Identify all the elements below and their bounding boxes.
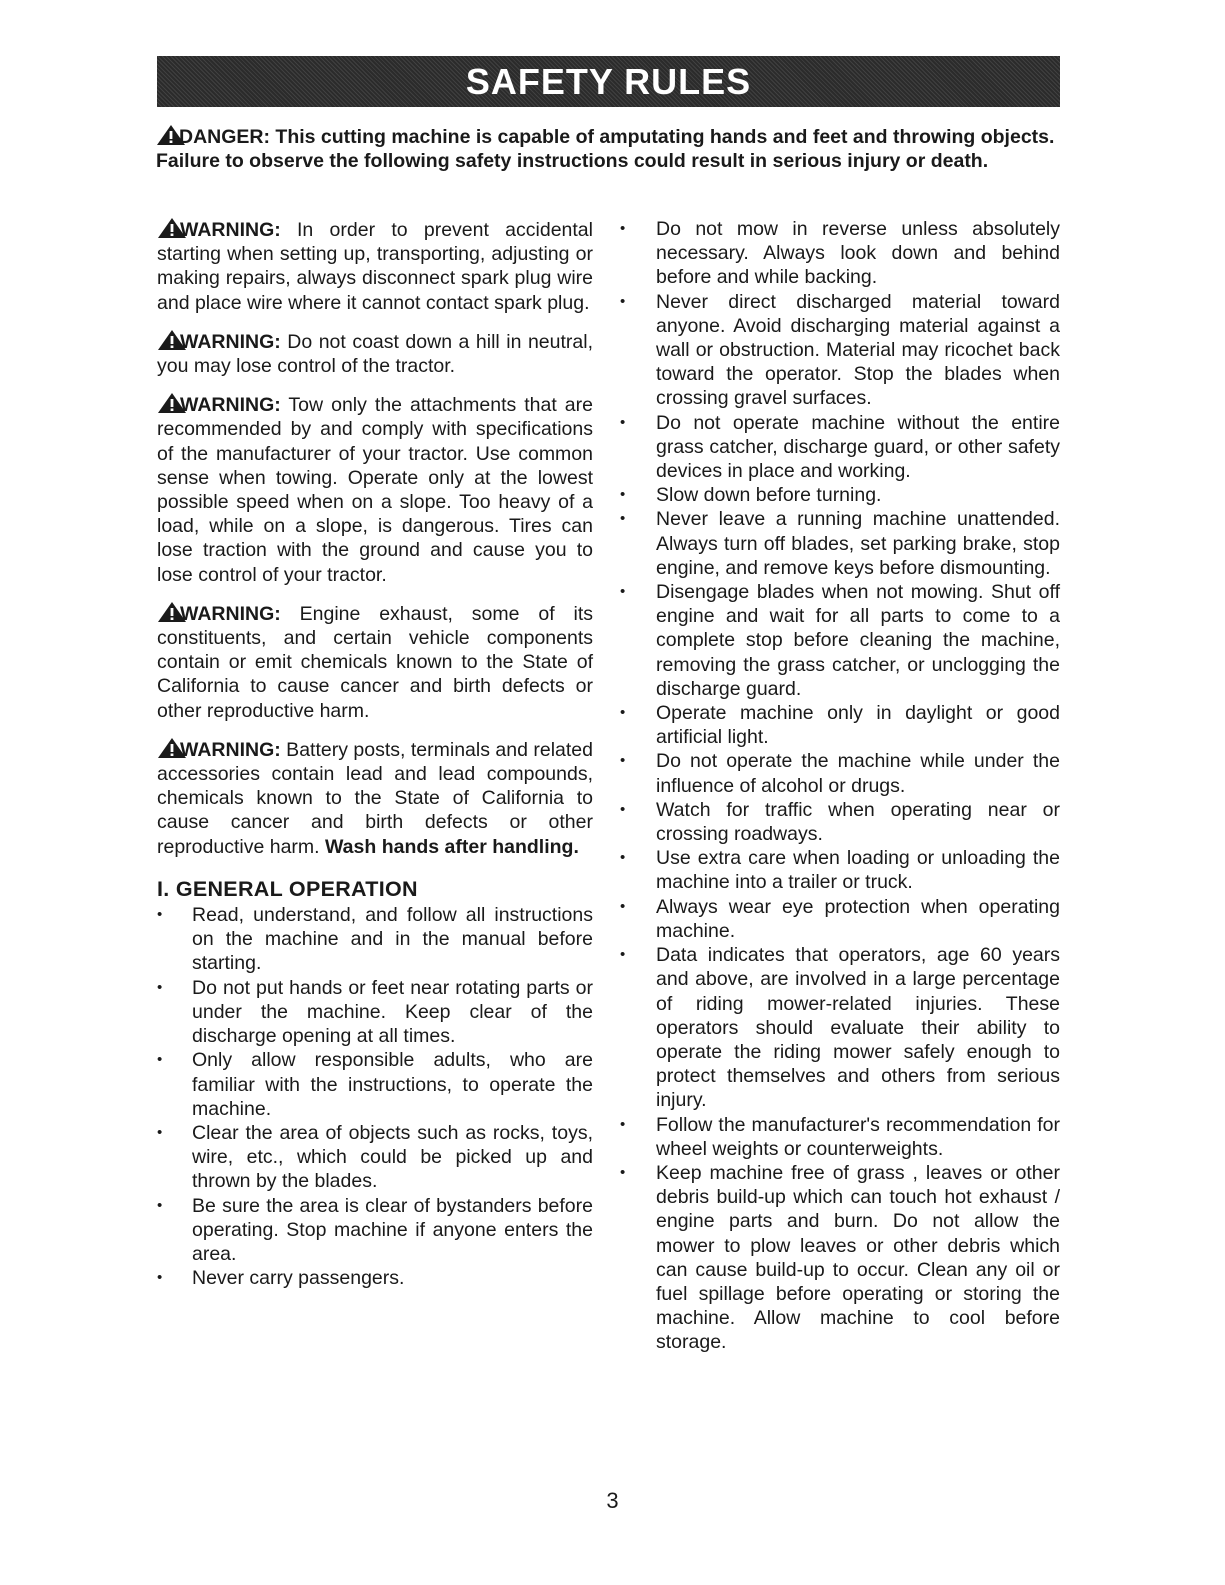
list-item-text: Data indicates that operators, age 60 years and above, are involved in a large percentage of riding mower-related injuries. These operators should evaluate their ability to operate the riding mower safely enough to protect themselves and others from serious injury. bbox=[656, 944, 1060, 1112]
warning-label: WARNING: bbox=[180, 738, 281, 761]
bullet-icon: • bbox=[157, 1051, 163, 1069]
list-item bbox=[620, 290, 1060, 411]
list-item-text: Do not put hands or feet near rotating parts or under the machine. Keep clear of the discharge opening at all times. bbox=[192, 976, 593, 1048]
warning-bold-text: Wash hands after handling. bbox=[325, 835, 579, 858]
list-item bbox=[620, 846, 1060, 894]
bullet-icon: • bbox=[620, 486, 626, 504]
list-item-text: Do not operate the machine while under the influence of alcohol or drugs. bbox=[656, 750, 1060, 797]
list-item bbox=[620, 798, 1060, 846]
bullet-icon: • bbox=[620, 704, 626, 722]
list-item bbox=[157, 1121, 593, 1194]
warning-text: In order to prevent accidental starting when setting up, transporting, adjusting or making repairs, always disconnect spark plug wire and place wire where it cannot contact spark plug. bbox=[157, 219, 593, 314]
warning-block bbox=[157, 217, 593, 315]
bullet-icon: • bbox=[620, 1115, 626, 1133]
bullet-icon: • bbox=[157, 1123, 163, 1141]
warning-text: Tow only the attachments that are recommended by and comply with specifications of the manufacturer of your tractor. Use common sense when towing. Operate only at the lowest possible speed when on a slope. Too heavy of a load, while on a slope, is dangerous. Tires can lose traction with the ground and cause you to lose control of your tractor. bbox=[157, 394, 593, 586]
list-item bbox=[620, 217, 1060, 290]
warning-text: Battery posts, terminals and related accessories contain lead and lead compounds, chemicals known to the State of California to cause cancer and birth defects or other reproductive harm. bbox=[157, 738, 593, 858]
bullet-icon: • bbox=[620, 220, 626, 237]
right-column bbox=[620, 217, 1060, 1355]
bullet-icon: • bbox=[620, 510, 626, 528]
list-item bbox=[157, 1194, 593, 1267]
bullet-icon: • bbox=[620, 897, 626, 915]
list-item-text: Operate machine only in daylight or good artificial light. bbox=[656, 702, 1060, 749]
danger-text: This cutting machine is capable of amputating hands and feet and throwing objects. Failure to observe the following safety instructions could result in serious injury or death. bbox=[156, 126, 1055, 172]
list-item-text: Follow the manufacturer's recommendation for wheel weights or counterweights. bbox=[656, 1113, 1060, 1160]
list-item-text: Never carry passengers. bbox=[192, 1267, 405, 1290]
warning-block bbox=[157, 392, 593, 587]
warning-block bbox=[157, 329, 593, 378]
bullet-icon: • bbox=[620, 583, 626, 601]
list-item bbox=[620, 895, 1060, 943]
list-item-text: Be sure the area is clear of bystanders before operating. Stop machine if anyone enters the area. bbox=[192, 1194, 593, 1265]
list-item bbox=[620, 1113, 1060, 1161]
section-title: I. GENERAL OPERATION bbox=[157, 876, 418, 901]
list-item-text: Watch for traffic when operating near or crossing roadways. bbox=[656, 798, 1060, 846]
list-item-text: Never leave a running machine unattended. Always turn off blades, set parking brake, stop engine, and remove keys before dismounting. bbox=[656, 508, 1060, 579]
danger-notice bbox=[156, 124, 1066, 173]
page-number: 3 bbox=[606, 1488, 619, 1513]
list-item bbox=[620, 943, 1060, 1112]
list-item bbox=[157, 1266, 593, 1290]
bullet-icon: • bbox=[620, 946, 626, 964]
list-item bbox=[620, 483, 1060, 507]
bullet-icon: • bbox=[620, 800, 626, 818]
list-item-text: Use extra care when loading or unloading the machine into a trailer or truck. bbox=[656, 847, 1060, 894]
list-item-text: Keep machine free of grass , leaves or other debris build-up which can touch hot exhaust / engine parts and burn. Do not allow the mower to plow leaves or other debris which can cause build-up to occur. Clean any oil or fuel spillage before operating or storing the machine. Allow machine to cool before storage. bbox=[656, 1161, 1060, 1354]
bullet-icon: • bbox=[157, 1196, 163, 1214]
list-item bbox=[620, 580, 1060, 701]
list-item bbox=[620, 701, 1060, 749]
page-title: SAFETY RULES bbox=[465, 60, 752, 102]
bullet-icon: • bbox=[157, 978, 163, 996]
warning-block bbox=[157, 601, 593, 723]
bullet-icon: • bbox=[157, 906, 163, 924]
list-item bbox=[620, 507, 1060, 580]
list-item bbox=[620, 749, 1060, 797]
rules-list bbox=[157, 903, 593, 1290]
title-banner bbox=[157, 56, 1060, 107]
list-item-text: Disengage blades when not mowing. Shut off engine and wait for all parts to come to a complete stop before cleaning the machine, removing the grass catcher, or unclogging the discharge guard. bbox=[656, 581, 1060, 700]
warning-text: Engine exhaust, some of its constituents, and certain vehicle components contain or emit chemicals known to the State of California to cause cancer and birth defects or other reproductive harm. bbox=[157, 602, 593, 722]
bullet-icon: • bbox=[620, 752, 626, 770]
warning-label: WARNING: bbox=[180, 394, 281, 417]
warning-label: WARNING: bbox=[180, 219, 281, 241]
danger-label: DANGER: bbox=[179, 126, 270, 148]
rules-list bbox=[620, 217, 1060, 1355]
list-item-text: Read, understand, and follow all instructions on the machine and in the manual before starting. bbox=[192, 904, 593, 975]
left-column bbox=[157, 217, 593, 1290]
list-item-text: Slow down before turning. bbox=[656, 484, 882, 507]
list-item-text: Only allow responsible adults, who are familiar with the instructions, to operate the machine. bbox=[192, 1049, 593, 1120]
bullet-icon: • bbox=[620, 413, 626, 431]
list-item-text: Always wear eye protection when operating machine. bbox=[656, 895, 1060, 942]
bullet-icon: • bbox=[620, 849, 626, 867]
bullet-icon: • bbox=[620, 1163, 626, 1181]
list-item bbox=[620, 411, 1060, 484]
bullet-icon: • bbox=[620, 292, 626, 310]
warning-label: WARNING: bbox=[180, 330, 281, 353]
warning-block bbox=[157, 737, 593, 859]
warning-text: Do not coast down a hill in neutral, you may lose control of the tractor. bbox=[157, 330, 593, 378]
list-item-text: Do not operate machine without the entire grass catcher, discharge guard, or other safety devices in place and working. bbox=[656, 411, 1060, 483]
bullet-icon: • bbox=[157, 1269, 163, 1287]
list-item-text: Do not mow in reverse unless absolutely necessary. Always look down and behind before and while backing. bbox=[656, 218, 1060, 289]
warning-label: WARNING: bbox=[180, 602, 281, 625]
list-item-text: Never direct discharged material toward anyone. Avoid discharging material against a wall or obstruction. Material may ricochet back toward the operator. Stop the blades when crossing gravel surfaces. bbox=[656, 290, 1060, 410]
list-item bbox=[157, 903, 593, 976]
list-item bbox=[157, 1048, 593, 1121]
list-item-text: Clear the area of objects such as rocks, toys, wire, etc., which could be picked up and thrown by the blades. bbox=[192, 1121, 593, 1193]
list-item bbox=[620, 1161, 1060, 1355]
list-item bbox=[157, 976, 593, 1049]
